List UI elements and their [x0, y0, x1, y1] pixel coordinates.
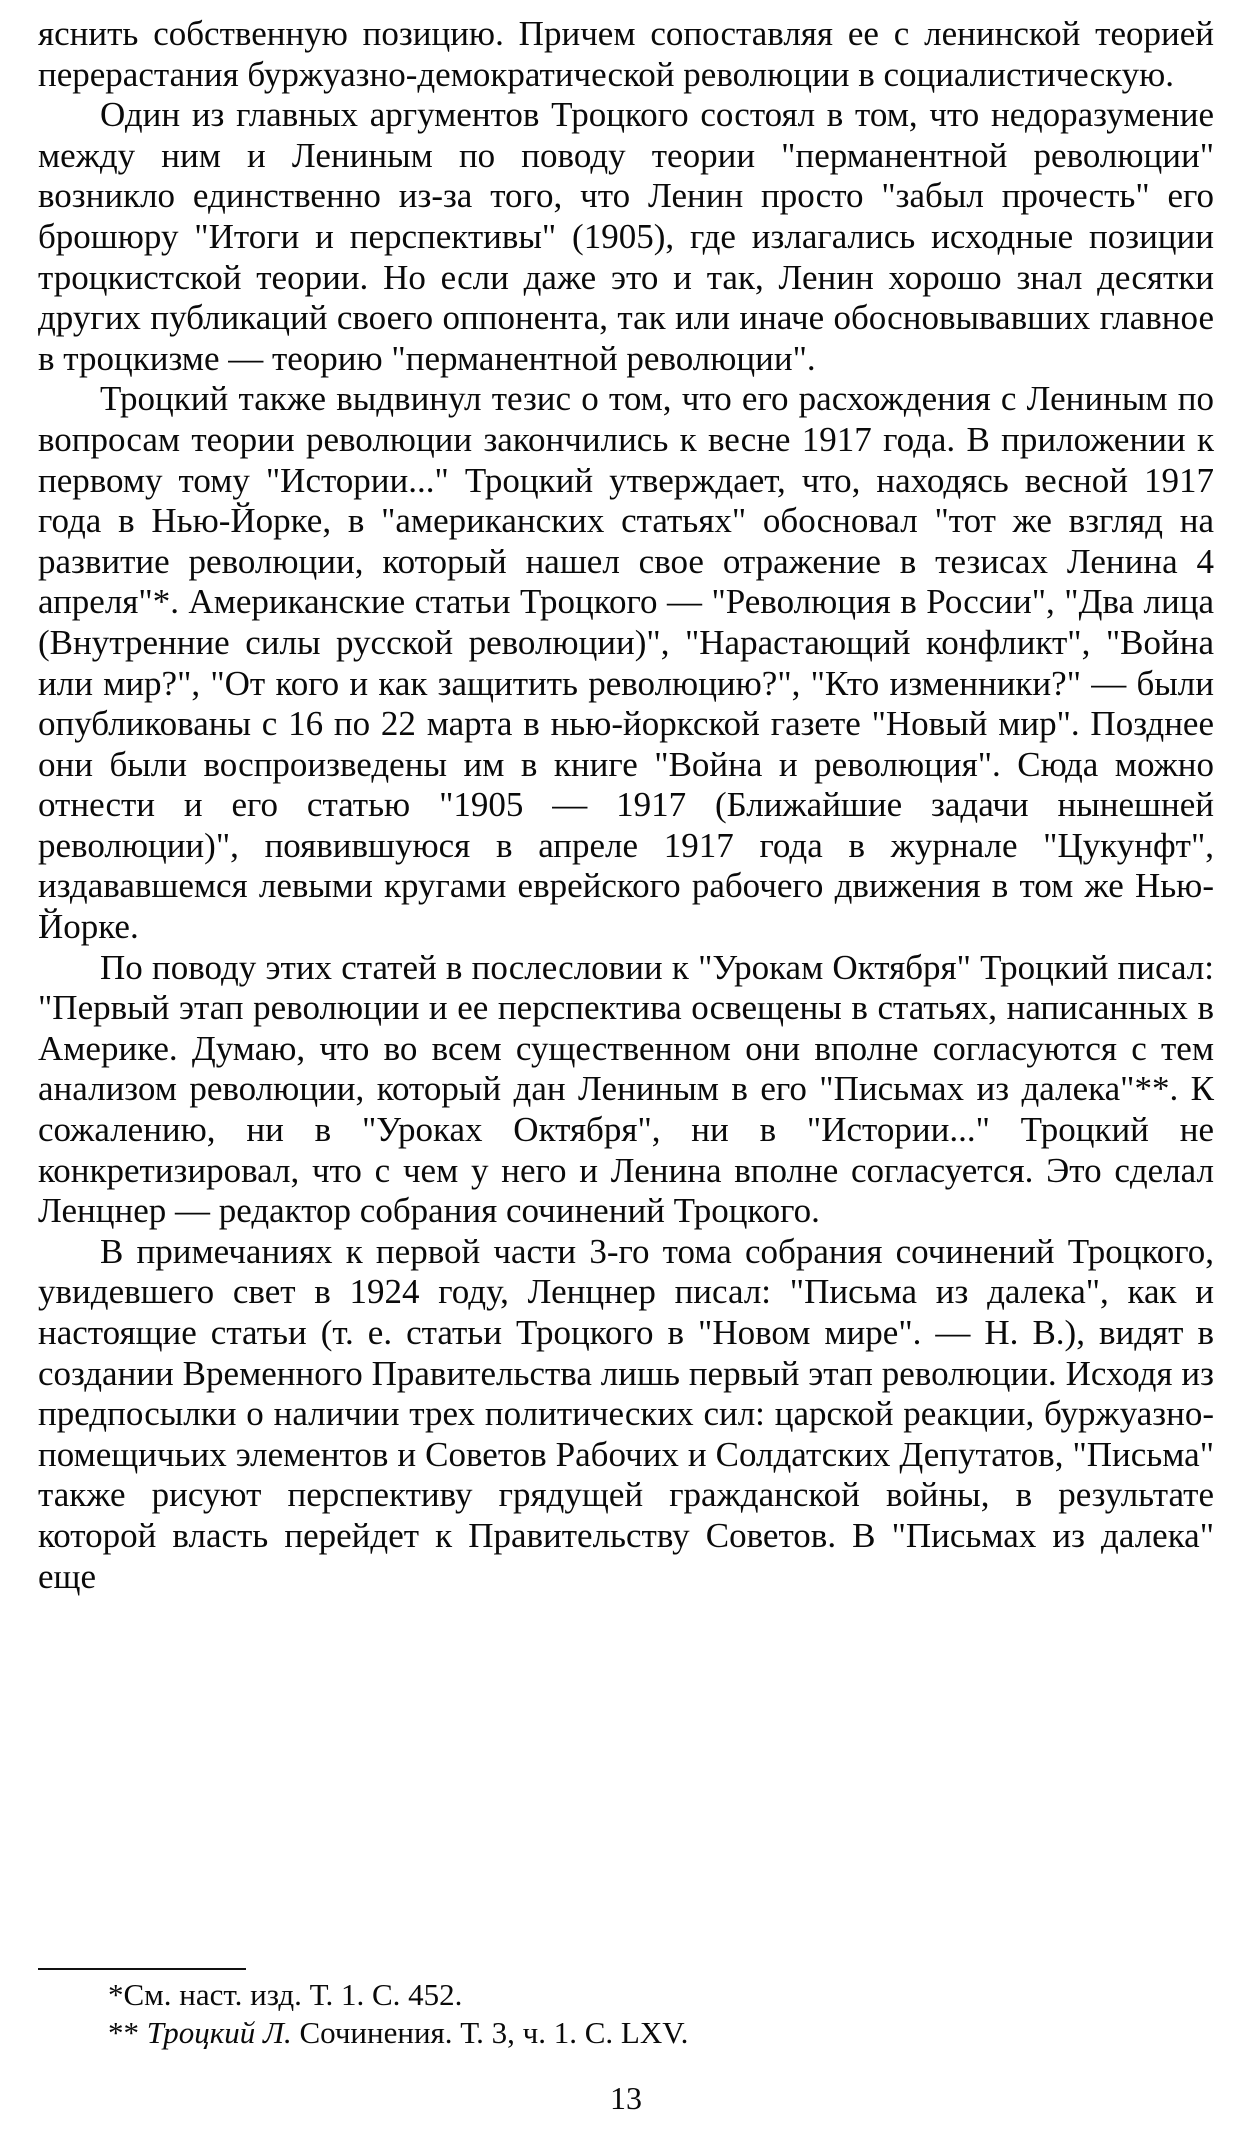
paragraph-2: Один из главных аргументов Троцкого состоял в том, что недоразумение между ним и Лениным по поводу теории "перманентной революции" возникло единственно из-за того, что Ленин просто "забыл прочесть" его брошюру "Итоги и перспективы" (1905), где излагались исходные позиции троцкистской теории. Но если даже это и так, Ленин хорошо знал десятки других публикаций своего оппонента, так или иначе обосновывавших главное в троцкизме — теорию "перманентной революции".: [38, 95, 1214, 378]
footnote-author: Троцкий Л.: [146, 2015, 292, 2050]
paragraph-1: яснить собственную позицию. Причем сопоставляя ее с ленинской теорией перерастания буржуазно-демократической революции в социалистическую.: [38, 14, 1214, 94]
page-body: [38, 14, 1214, 1597]
paragraph-5: В примечаниях к первой части 3-го тома собрания сочинений Троцкого, увидевшего свет в 1924 году, Ленцнер писал: "Письма из далека", как и настоящие статьи (т. е. статьи Троцкого в "Новом мире". — Н. В.), видят в создании Временного Правительства лишь первый этап революции. Исходя из предпосылки о наличии трех политических сил: царской реакции, буржуазно-помещичьих элементов и Советов Рабочих и Солдатских Депутатов, "Письма" также рисуют перспективу грядущей гражданской войны, в результате которой власть перейдет к Правительству Советов. В "Письмах из далека" еще: [38, 1231, 1214, 1596]
footnote-1: [108, 1976, 1214, 2014]
paragraph-3: Троцкий также выдвинул тезис о том, что его расхождения с Лениным по вопросам теории революции закончились к весне 1917 года. В приложении к первому тому "Истории..." Троцкий утверждает, что, находясь весной 1917 года в Нью-Йорке, в "американских статьях" обосновал "тот же взгляд на развитие революции, который нашел свое отражение в тезисах Ленина 4 апреля"*. Американские статьи Троцкого — "Революция в России", "Два лица (Внутренние силы русской революции)", "Нарастающий конфликт", "Война или мир?", "От кого и как защитить революцию?", "Кто изменники?" — были опубликованы с 16 по 22 марта в нью-йоркской газете "Новый мир". Позднее они были воспроизведены им в книге "Война и революция". Сюда можно отнести и его статью "1905 — 1917 (Ближайшие задачи нынешней революции)", появившуюся в апреле 1917 года в журнале "Цукунфт", издававшемся левыми кругами еврейского рабочего движения в том же Нью-Йорке.: [38, 379, 1214, 947]
paragraph-4: По поводу этих статей в послесловии к "Урокам Октября" Троцкий писал: "Первый этап революции и ее перспектива освещены в статьях, написанных в Америке. Думаю, что во всем существенном они вполне согласуются с тем анализом революции, который дан Лениным в его "Письмах из далека"**. К сожалению, ни в "Уроках Октября", ни в "Истории..." Троцкий не конкретизировал, что с чем у него и Ленина вполне согласуется. Это сделал Ленцнер — редактор собрания сочинений Троцкого.: [38, 947, 1214, 1231]
page-number: 13: [610, 2080, 642, 2116]
footnote-text: Сочинения. Т. 3, ч. 1. С. LXV.: [291, 2015, 689, 2050]
footnote-marker: *: [108, 1977, 124, 2012]
footnote-text: См. наст. изд. Т. 1. С. 452.: [123, 1977, 463, 2012]
footnote-divider: [38, 1968, 246, 1970]
footnote-marker: **: [108, 2015, 139, 2050]
footnote-2: [108, 2014, 1214, 2052]
footnotes: [38, 1976, 1214, 2052]
